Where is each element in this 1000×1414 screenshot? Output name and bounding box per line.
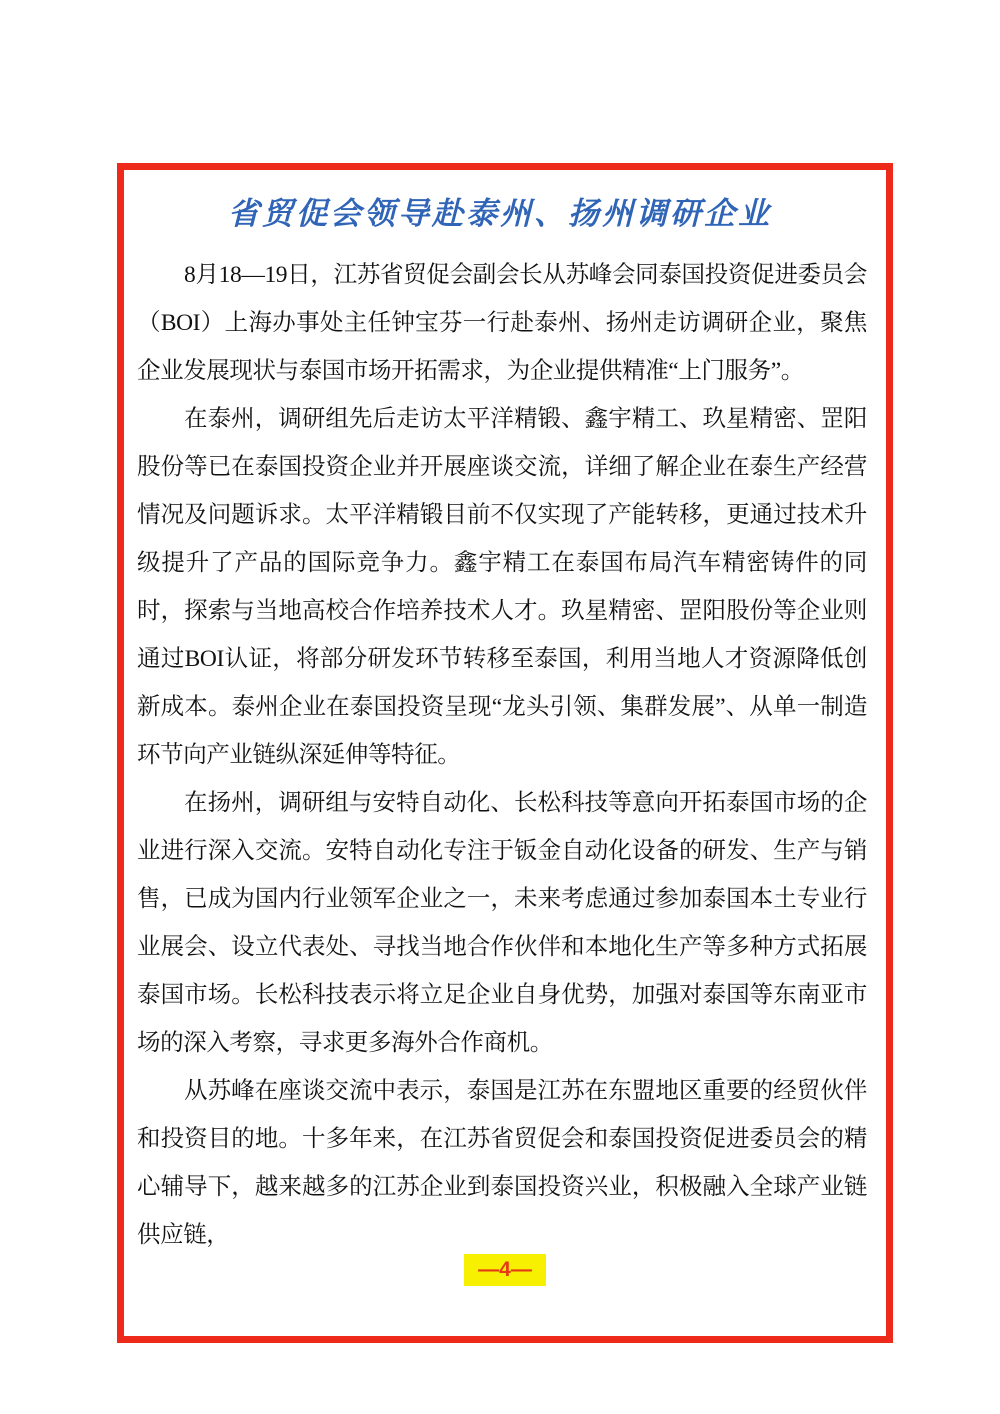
article-paragraph: 在泰州，调研组先后走访太平洋精锻、鑫宇精工、玖星精密、罡阳股份等已在泰国投资企业并开展座谈交流，详细了解企业在泰生产经营情况及问题诉求。太平洋精锻目前不仅实现了产能转移，更通过技术升级提升了产品的国际竞争力。鑫宇精工在泰国布局汽车精密铸件的同时，探索与当地高校合作培养技术人才。玖星精密、罡阳股份等企业则通过BOI认证，将部分研发环节转移至泰国，利用当地人才资源降低创新成本。泰州企业在泰国投资呈现“龙头引领、集群发展”、从单一制造环节向产业链纵深延伸等特征。	[137, 406, 867, 768]
article-body	[137, 251, 867, 1259]
article-title: 省贸促会领导赴泰州、扬州调研企业	[228, 196, 772, 232]
article-paragraph: 8月18—19日，江苏省贸促会副会长从苏峰会同泰国投资促进委员会（BOI）上海办事处主任钟宝芬一行赴泰州、扬州走访调研企业，聚焦企业发展现状与泰国市场开拓需求，为企业提供精准“上门服务”。	[137, 262, 867, 384]
page-number-badge: —4—	[464, 1254, 546, 1286]
article-paragraph: 在扬州，调研组与安特自动化、长松科技等意向开拓泰国市场的企业进行深入交流。安特自动化专注于钣金自动化设备的研发、生产与销售，已成为国内行业领军企业之一，未来考虑通过参加泰国本土专业行业展会、设立代表处、寻找当地合作伙伴和本地化生产等多种方式拓展泰国市场。长松科技表示将立足企业自身优势，加强对泰国等东南亚市场的深入考察，寻求更多海外合作商机。	[137, 790, 867, 1056]
article-paragraph: 从苏峰在座谈交流中表示，泰国是江苏在东盟地区重要的经贸伙伴和投资目的地。十多年来，在江苏省贸促会和泰国投资促进委员会的精心辅导下，越来越多的江苏企业到泰国投资兴业，积极融入全球产业链供应链，	[137, 1078, 867, 1248]
